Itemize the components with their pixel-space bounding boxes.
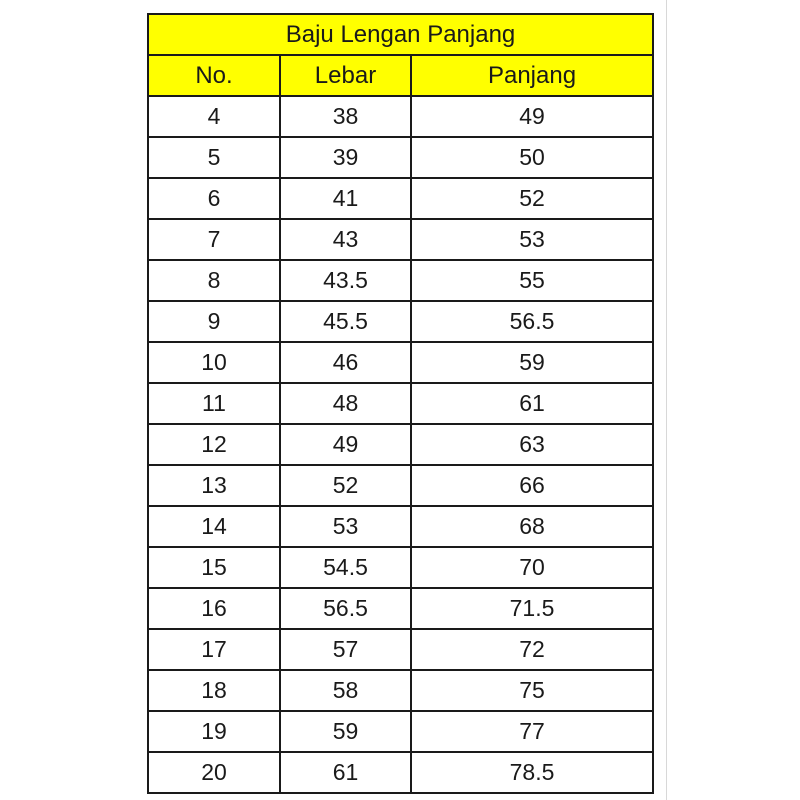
cell-no: 5	[148, 137, 280, 178]
cell-panjang: 55	[411, 260, 653, 301]
table-row	[148, 547, 653, 588]
cell-panjang: 66	[411, 465, 653, 506]
cell-panjang: 59	[411, 342, 653, 383]
cell-lebar: 59	[280, 711, 411, 752]
cell-no: 4	[148, 96, 280, 137]
cell-lebar: 41	[280, 178, 411, 219]
cell-no: 20	[148, 752, 280, 793]
cell-panjang: 53	[411, 219, 653, 260]
table-row	[148, 96, 653, 137]
cell-panjang: 75	[411, 670, 653, 711]
image-border-line	[666, 0, 667, 800]
table-row	[148, 219, 653, 260]
cell-lebar: 39	[280, 137, 411, 178]
cell-panjang: 63	[411, 424, 653, 465]
table-row	[148, 588, 653, 629]
table-row	[148, 260, 653, 301]
cell-lebar: 61	[280, 752, 411, 793]
cell-panjang: 78.5	[411, 752, 653, 793]
cell-panjang: 70	[411, 547, 653, 588]
cell-panjang: 77	[411, 711, 653, 752]
table-title-row	[148, 14, 653, 55]
cell-panjang: 61	[411, 383, 653, 424]
cell-lebar: 45.5	[280, 301, 411, 342]
table-row	[148, 670, 653, 711]
table-row	[148, 342, 653, 383]
cell-no: 14	[148, 506, 280, 547]
table-row	[148, 137, 653, 178]
cell-panjang: 49	[411, 96, 653, 137]
cell-no: 13	[148, 465, 280, 506]
cell-lebar: 43.5	[280, 260, 411, 301]
cell-lebar: 56.5	[280, 588, 411, 629]
table-row	[148, 178, 653, 219]
cell-lebar: 57	[280, 629, 411, 670]
column-header-panjang: Panjang	[411, 55, 653, 96]
table-row	[148, 383, 653, 424]
cell-no: 16	[148, 588, 280, 629]
cell-no: 17	[148, 629, 280, 670]
cell-lebar: 53	[280, 506, 411, 547]
cell-lebar: 54.5	[280, 547, 411, 588]
cell-lebar: 38	[280, 96, 411, 137]
cell-panjang: 68	[411, 506, 653, 547]
table-row	[148, 424, 653, 465]
cell-no: 12	[148, 424, 280, 465]
cell-no: 9	[148, 301, 280, 342]
cell-no: 10	[148, 342, 280, 383]
table-header-row	[148, 55, 653, 96]
table-row	[148, 506, 653, 547]
cell-panjang: 52	[411, 178, 653, 219]
table-row	[148, 711, 653, 752]
table-row	[148, 301, 653, 342]
cell-lebar: 48	[280, 383, 411, 424]
cell-no: 6	[148, 178, 280, 219]
table-row	[148, 629, 653, 670]
cell-panjang: 56.5	[411, 301, 653, 342]
cell-no: 8	[148, 260, 280, 301]
table-row	[148, 465, 653, 506]
table-row	[148, 752, 653, 793]
table-body	[148, 96, 653, 793]
cell-lebar: 49	[280, 424, 411, 465]
cell-no: 11	[148, 383, 280, 424]
cell-panjang: 50	[411, 137, 653, 178]
cell-no: 7	[148, 219, 280, 260]
column-header-no: No.	[148, 55, 280, 96]
cell-no: 18	[148, 670, 280, 711]
cell-no: 19	[148, 711, 280, 752]
table-title: Baju Lengan Panjang	[148, 14, 653, 55]
cell-panjang: 72	[411, 629, 653, 670]
size-chart-table	[147, 13, 654, 794]
cell-lebar: 52	[280, 465, 411, 506]
cell-panjang: 71.5	[411, 588, 653, 629]
cell-no: 15	[148, 547, 280, 588]
cell-lebar: 43	[280, 219, 411, 260]
cell-lebar: 58	[280, 670, 411, 711]
cell-lebar: 46	[280, 342, 411, 383]
column-header-lebar: Lebar	[280, 55, 411, 96]
